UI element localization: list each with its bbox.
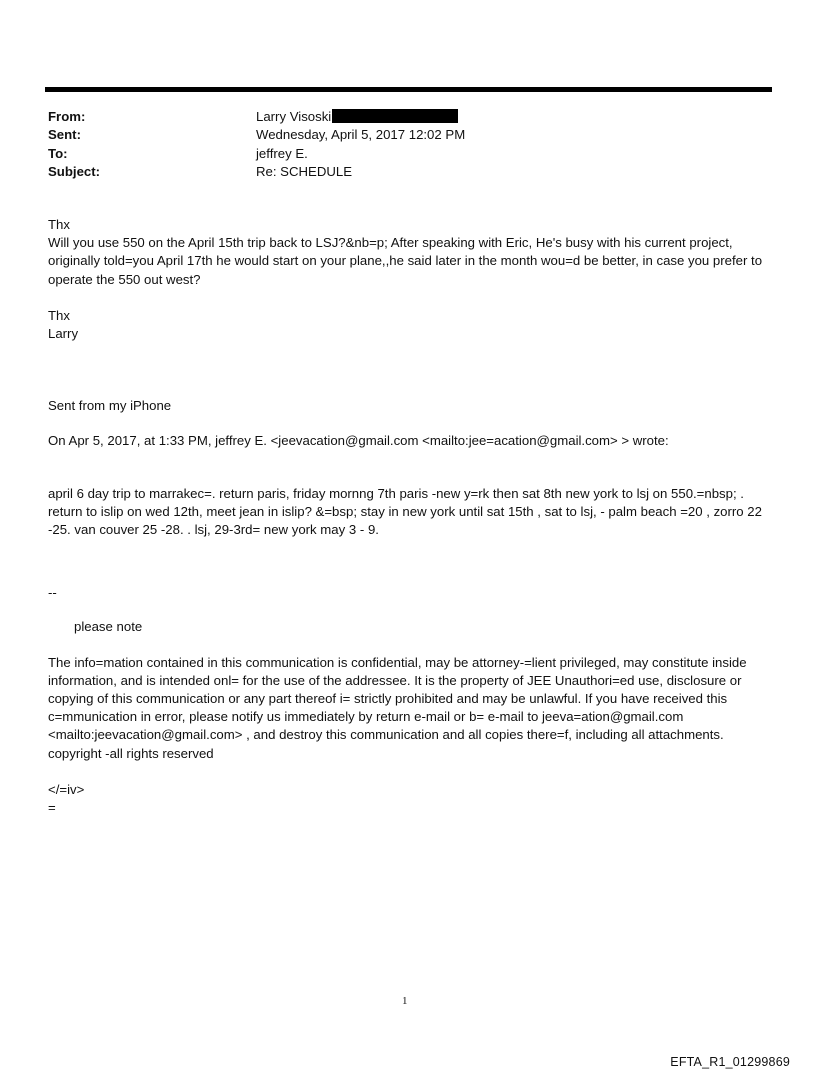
signature: Larry (48, 326, 79, 342)
subject-label: Subject: (48, 163, 101, 179)
message-paragraph: Will you use 550 on the April 15th trip back to LSJ?&nb=p; After speaking with Eric, He's busy with his current project, originally told=you April 17th he would start on your plane,,he said later in the month wou=d be better, in case you prefer to operate the 550 out west? (48, 235, 763, 287)
sent-from-line: Sent from my iPhone (48, 398, 172, 414)
sent-row (48, 126, 465, 144)
closing: Thx (48, 307, 70, 323)
please-note: please note (74, 619, 143, 635)
from-label: From: (48, 109, 86, 124)
schedule-text: april 6 day trip to marrakec=. return paris, friday mornng 7th paris -new y=rk then sat 8th new york to lsj on 550.=nbsp; . return to islip on wed 12th, meet jean in islip? &=bsp; stay in new york until sat 15th , sat to lsj, - palm beach =20 , zorro 22 -25. van couver 25 -28. . lsj, 29-3rd= new york may 3 - 9. (48, 485, 762, 538)
redaction-box (332, 109, 458, 123)
header-divider-rule (45, 87, 772, 92)
from-name: Larry Visoski (256, 109, 332, 124)
disclaimer: The info=mation contained in this communication is confidential, may be attorney-=lient privileged, may constitute inside information, and is intended onl= for the use of the addressee. It is the property of JEE Unauthori=ed use, disclosure or copying of this communication or any part thereof i= strictly prohibited and may be unlawful. If you have received this c=mmunication in error, please notify us immediately by return e-mail or b= e-mail to jeeva=ation@gmail.com <mailto:jeevacation@gmail.com> , and destroy this communication and all copies there=f, including all attachments. copyright -all rights reserved (48, 654, 747, 761)
from-row (48, 108, 465, 126)
quote-header: On Apr 5, 2017, at 1:33 PM, jeffrey E. <jeevacation@gmail.com <mailto:jee=acation@gmail.com> > wrote: (48, 433, 669, 449)
to-row (48, 145, 465, 163)
email-header (48, 108, 465, 181)
email-body (48, 216, 768, 817)
sent-label: Sent: (48, 127, 81, 143)
subject-value: Re: SCHEDULE (256, 163, 353, 179)
signature-dashes: -- (48, 585, 57, 601)
page-number: 1 (402, 995, 408, 1007)
to-value: jeffrey E. (256, 145, 308, 161)
to-label: To: (48, 145, 68, 161)
from-value (256, 108, 458, 126)
subject-row (48, 163, 465, 181)
tag-line: </=iv> (48, 781, 85, 797)
bates-number: EFTA_R1_01299869 (670, 1055, 790, 1069)
sent-value: Wednesday, April 5, 2017 12:02 PM (256, 127, 466, 143)
greeting: Thx (48, 217, 70, 232)
equals-line: = (48, 800, 56, 816)
